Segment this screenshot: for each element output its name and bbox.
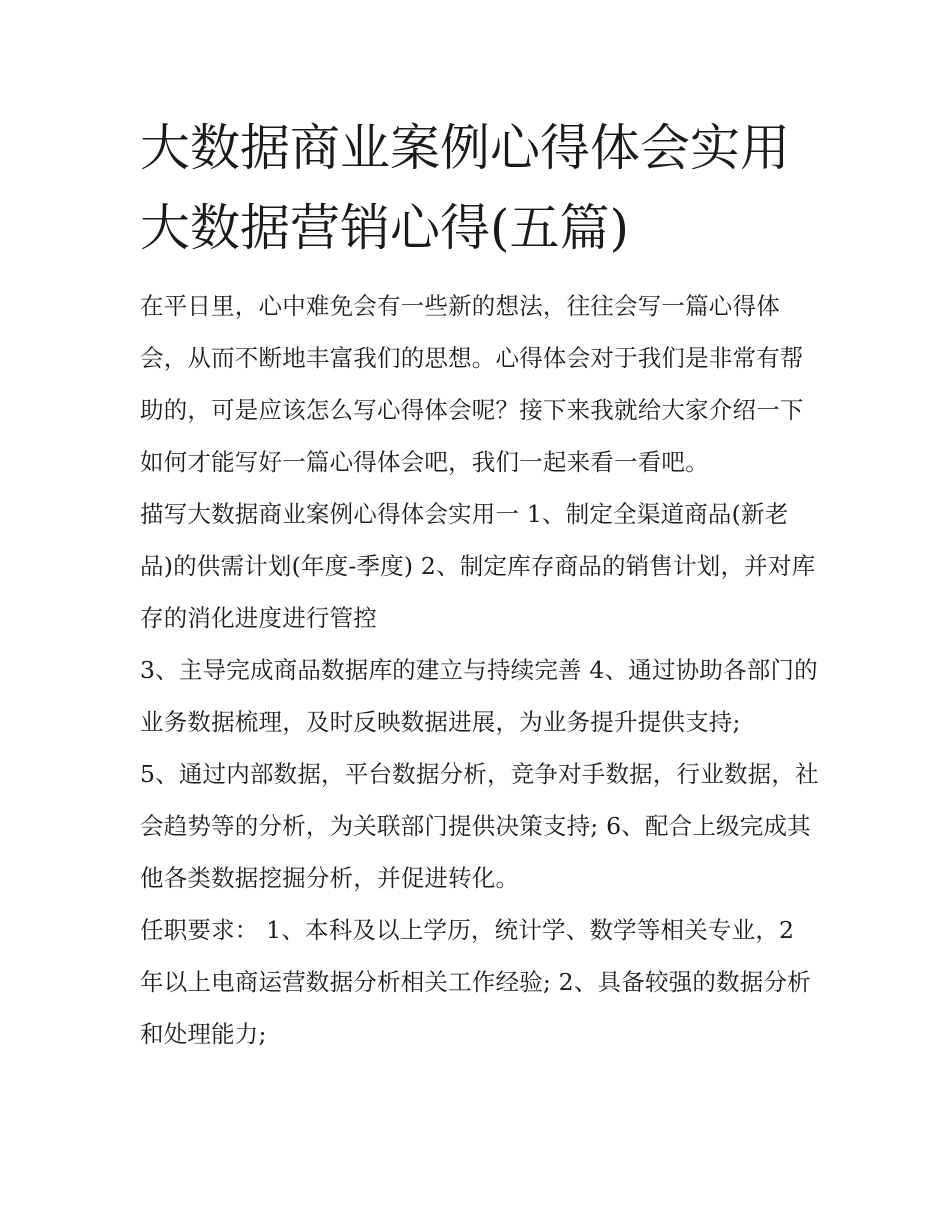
paragraph-duties-3: 5、通过内部数据，平台数据分析，竞争对手数据，行业数据，社会趋势等的分析，为关联部门提供决策支持; 6、配合上级完成其他各类数据挖掘分析，并促进转化。 <box>140 760 819 892</box>
paragraph-requirements: 任职要求： 1、本科及以上学历，统计学、数学等相关专业，2 年以上电商运营数据分析相关工作经验; 2、具备较强的数据分析和处理能力; <box>140 916 811 1048</box>
paragraph-intro: 在平日里，心中难免会有一些新的想法，往往会写一篇心得体会，从而不断地丰富我们的思想。心得体会对于我们是非常有帮助的，可是应该怎么写心得体会呢？接下来我就给大家介绍一下如何才能写好一篇心得体会吧，我们一起来看一看吧。 <box>140 292 804 476</box>
document-page <box>140 108 820 1060</box>
document-title: 大数据商业案例心得体会实用大数据营销心得(五篇) <box>140 119 790 257</box>
paragraph-duties-2: 3、主导完成商品数据库的建立与持续完善 4、通过协助各部门的业务数据梳理，及时反映数据进展，为业务提升提供支持; <box>140 656 818 736</box>
paragraph-duties-1: 描写大数据商业案例心得体会实用一 1、制定全渠道商品(新老品)的供需计划(年度-季度) 2、制定库存商品的销售计划，并对库存的消化进度进行管控 <box>140 500 816 632</box>
